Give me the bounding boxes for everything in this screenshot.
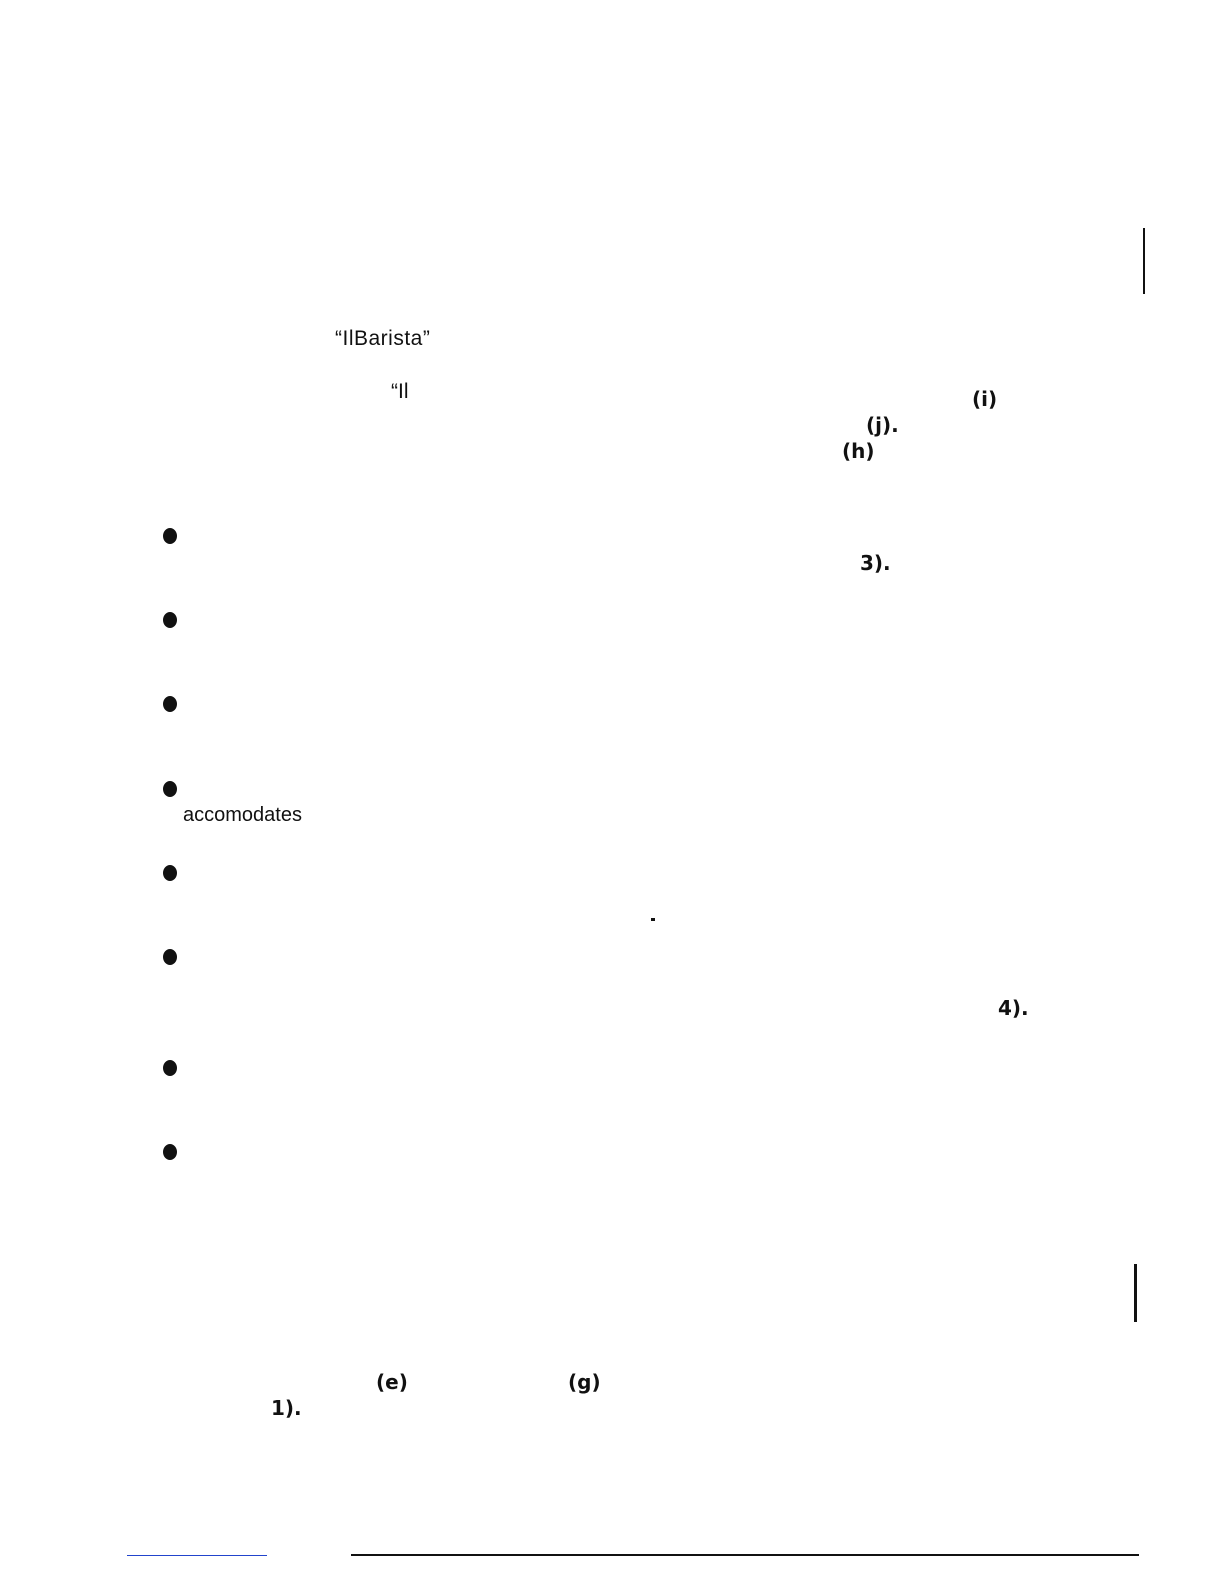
- bullet-1: [163, 528, 177, 544]
- ref-1: 1).: [271, 1396, 302, 1420]
- ref-j: (j).: [866, 413, 899, 437]
- ref-3: 3).: [860, 551, 891, 575]
- il-barista-quote: “IlBarista”: [335, 327, 431, 350]
- ref-4: 4).: [998, 996, 1029, 1020]
- bullet-4: [163, 781, 177, 797]
- ref-e: (e): [376, 1370, 408, 1394]
- footer-rule-left: [127, 1555, 267, 1556]
- ref-i: (i): [972, 387, 998, 411]
- bullet-8: [163, 1144, 177, 1160]
- bullet-6: [163, 949, 177, 965]
- il-quote: “Il: [391, 380, 409, 403]
- bullet-5: [163, 865, 177, 881]
- change-bar-top: [1143, 228, 1145, 294]
- ref-h: (h): [842, 439, 875, 463]
- hyphen-mark: [651, 918, 655, 921]
- accomodates-word: accomodates: [183, 804, 302, 826]
- bullet-3: [163, 696, 177, 712]
- footer-rule-right: [351, 1554, 1139, 1556]
- bullet-2: [163, 612, 177, 628]
- ref-g: (g): [568, 1370, 601, 1394]
- bullet-7: [163, 1060, 177, 1076]
- change-bar-bottom: [1134, 1264, 1137, 1322]
